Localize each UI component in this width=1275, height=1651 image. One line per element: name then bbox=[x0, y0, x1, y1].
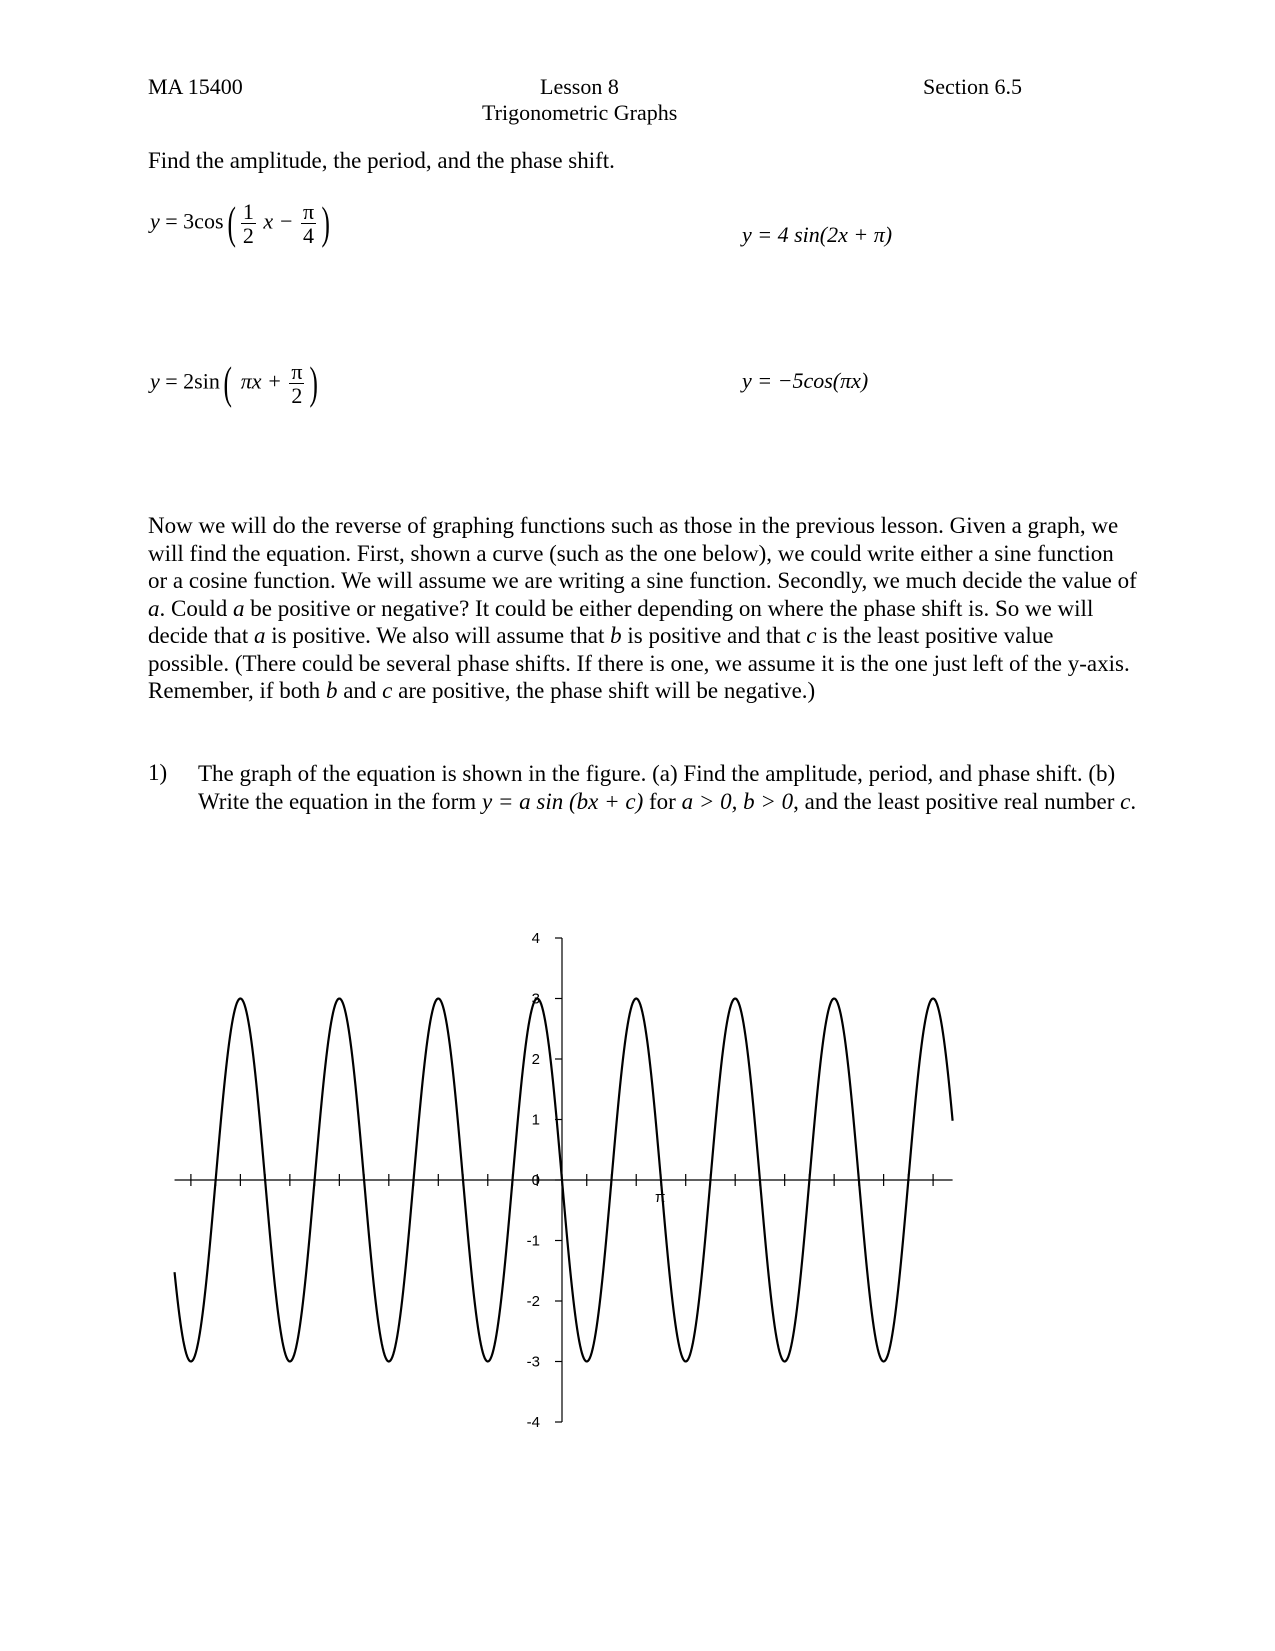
section-label: Section 6.5 bbox=[923, 74, 1022, 99]
problem-text: The graph of the equation is shown in the figure. (a) Find the amplitude, period, and phase shift. (b) Write the equation in the form y = a sin (bx + c) for a > 0, b > 0, and the least positive real number c. bbox=[198, 761, 1137, 814]
course-code: MA 15400 bbox=[148, 74, 243, 99]
y-tick-label: -1 bbox=[526, 1232, 540, 1250]
lesson-title: Trigonometric Graphs bbox=[482, 100, 678, 125]
equation-1: y = 3cos( $\frac{1}{2}$ x − $\frac{\pi}{4}$ ) bbox=[150, 197, 330, 249]
equation-3: y = 2sin( πx + $\frac{\pi}{2}$ ) bbox=[150, 357, 319, 409]
equation-4: y = −5cos(πx) bbox=[742, 368, 869, 393]
y-tick-label: -4 bbox=[526, 1414, 540, 1431]
graph-axes bbox=[175, 938, 953, 1422]
y-tick-label: 0 bbox=[531, 1172, 540, 1189]
y-tick-label: 3 bbox=[531, 990, 540, 1008]
y-tick-label: 1 bbox=[531, 1111, 540, 1129]
y-tick-label: 4 bbox=[531, 930, 540, 947]
x-tick-label-pi: π bbox=[654, 1189, 666, 1206]
explanation-paragraph: Now we will do the reverse of graphing functions such as those in the previous lesson. Given a graph, we will find the equation. First, shown a curve (such as the one below), we could write either a sine function or a cosine function. We will assume we are writing a sine function. Secondly, we much decide the value of a. Could a be positive or negative? It could be either depending on where the phase shift is. So we will decide that a is positive. We also will assume that b is positive and that c is the least positive value possible. (There could be several phase shifts. If there is one, we assume it is the one just left of the y-axis. Remember, if both b and c are positive, the phase shift will be negative.) bbox=[148, 513, 1137, 703]
instruction-text: Find the amplitude, the period, and the phase shift. bbox=[148, 148, 615, 173]
y-tick-label: -3 bbox=[526, 1353, 540, 1371]
problem-number: 1) bbox=[148, 760, 168, 785]
lesson-number: Lesson 8 bbox=[540, 74, 619, 99]
equation-2: y = 4 sin(2x + π) bbox=[742, 222, 893, 247]
y-tick-label: -2 bbox=[526, 1293, 540, 1310]
y-tick-label: 2 bbox=[531, 1051, 540, 1068]
